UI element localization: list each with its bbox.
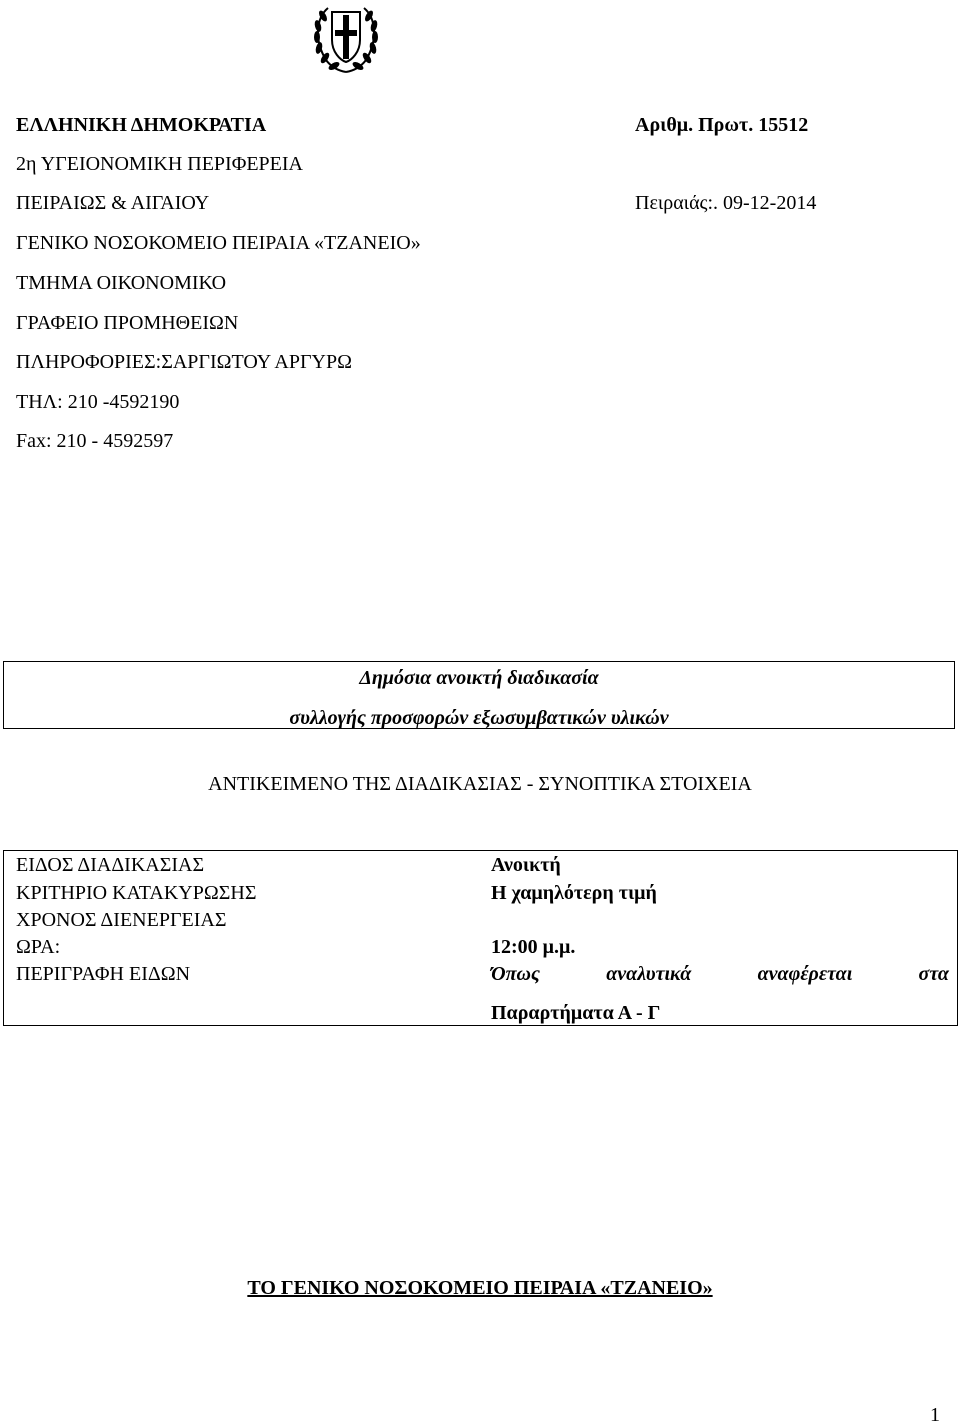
protocol-number: Αριθμ. Πρωτ. 15512 [635, 114, 809, 136]
summary-box [3, 850, 958, 1026]
header-department: ΤΜΗΜΑ ΟΙΚΟΝΟΜΙΚΟ [16, 272, 227, 294]
notice-title: Δημόσια ανοικτή διαδικασία [359, 667, 599, 689]
items-description-annexes: Παραρτήματα Α - Γ [491, 1002, 661, 1024]
award-criterion-label: ΚΡΙΤΗΡΙΟ ΚΑΤΑΚΥΡΩΣΗΣ [16, 882, 257, 904]
section-heading: ΑΝΤΙΚΕΙΜΕΝΟ ΤΗΣ ΔΙΑΔΙΚΑΣΙΑΣ - ΣΥΝΟΠΤΙΚΑ ΣΤΟΙΧΕΙΑ [208, 773, 752, 795]
notice-subtitle: συλλογής προσφορών εξωσυμβατικών υλικών [289, 707, 669, 729]
header-region-area: ΠΕΙΡΑΙΩΣ & ΑΙΓΑΙΟΥ [16, 192, 210, 214]
notice-box [3, 661, 955, 729]
procedure-type-label: ΕΙΔΟΣ ΔΙΑΔΙΚΑΣΙΑΣ [16, 854, 205, 876]
header-fax: Fax: 210 - 4592597 [16, 430, 174, 452]
header-phone: ΤΗΛ: 210 -4592190 [16, 391, 180, 413]
header-office: ΓΡΑΦΕΙΟ ΠΡΟΜΗΘΕΙΩΝ [16, 312, 239, 334]
greek-state-emblem [308, 0, 384, 74]
signature-hospital: ΤΟ ΓΕΝΙΚΟ ΝΟΣΟΚΟΜΕΙΟ ΠΕΙΡΑΙΑ «ΤΖΑΝΕΙΟ» [247, 1277, 713, 1299]
timing-label: ΧΡΟΝΟΣ ΔΙΕΝΕΡΓΕΙΑΣ [16, 909, 227, 931]
items-description-value: Όπως αναλυτικά αναφέρεται στα [491, 963, 949, 985]
procedure-type-value: Ανοικτή [491, 854, 561, 876]
header-hospital-name: ΓΕΝΙΚΟ ΝΟΣΟΚΟΜΕΙΟ ΠΕΙΡΑΙΑ «ΤΖΑΝΕΙΟ» [16, 232, 421, 254]
time-value: 12:00 μ.μ. [491, 936, 576, 958]
header-republic: ΕΛΛΗΝΙΚΗ ΔΗΜΟΚΡΑΤΙΑ [16, 114, 267, 136]
time-label: ΩΡΑ: [16, 936, 61, 958]
header-contact-person: ΠΛΗΡΟΦΟΡΙΕΣ:ΣΑΡΓΙΩΤΟΥ ΑΡΓΥΡΩ [16, 351, 352, 373]
items-description-label: ΠΕΡΙΓΡΑΦΗ ΕΙΔΩΝ [16, 963, 191, 985]
place-date: Πειραιάς:. 09-12-2014 [635, 192, 817, 214]
page-number: 1 [930, 1404, 940, 1426]
header-health-region: 2η ΥΓΕΙΟΝΟΜΙΚΗ ΠΕΡΙΦΕΡΕΙΑ [16, 153, 303, 175]
award-criterion-value: Η χαμηλότερη τιμή [491, 882, 657, 904]
